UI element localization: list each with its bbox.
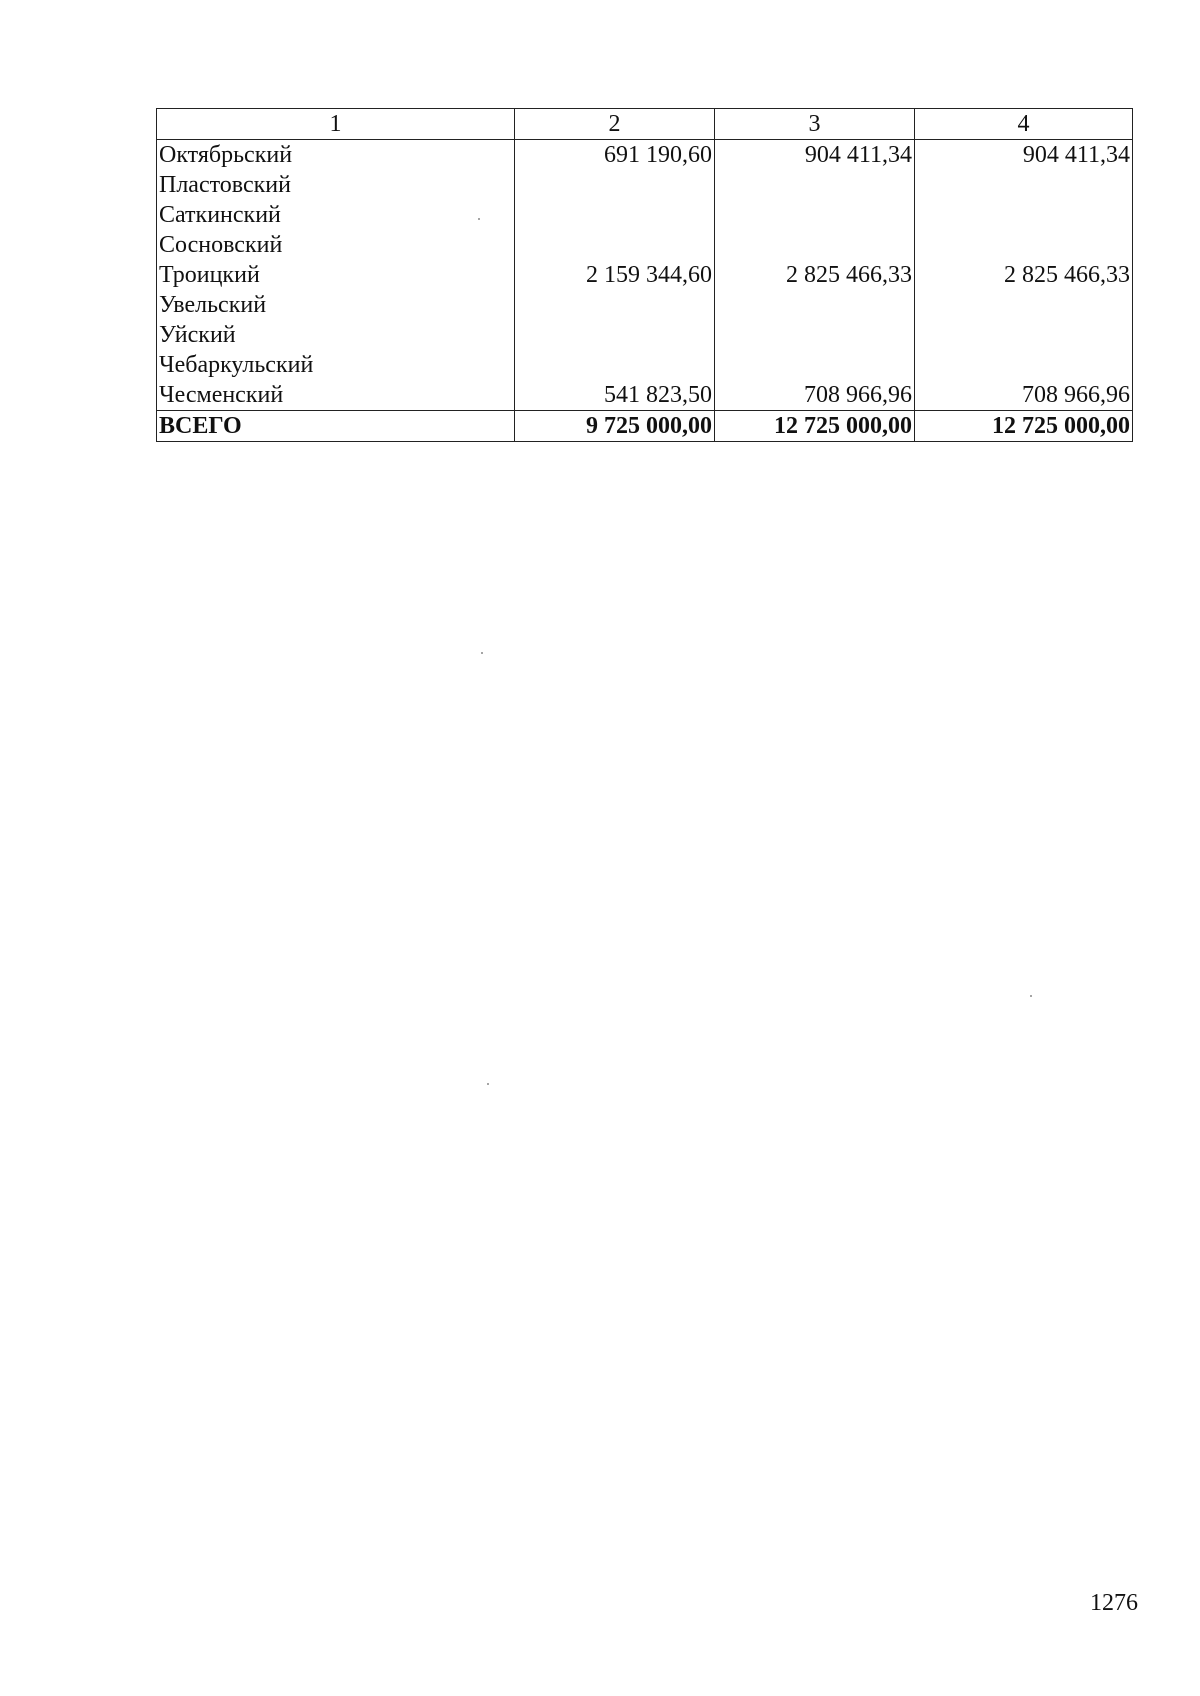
table-row: [157, 290, 1133, 320]
value-col-4: [915, 170, 1133, 200]
value-col-3: [715, 350, 915, 380]
column-header-3: 3: [715, 109, 915, 140]
table-row: [157, 260, 1133, 290]
value-col-2: [515, 290, 715, 320]
value-col-3: [715, 200, 915, 230]
table-row: [157, 170, 1133, 200]
value-col-4: [915, 230, 1133, 260]
page-number: 1276: [1090, 1590, 1138, 1616]
district-name: Пластовский: [157, 170, 515, 200]
value-col-4: 904 411,34: [915, 140, 1133, 171]
value-col-3: 2 825 466,33: [715, 260, 915, 290]
value-col-4: 2 825 466,33: [915, 260, 1133, 290]
district-name: Чебаркульский: [157, 350, 515, 380]
value-col-4: [915, 320, 1133, 350]
value-col-4: 708 966,96: [915, 380, 1133, 411]
district-name: Октябрьский: [157, 140, 515, 171]
value-col-2: [515, 350, 715, 380]
value-col-3: [715, 320, 915, 350]
table-row: [157, 230, 1133, 260]
total-col-2: 9 725 000,00: [515, 411, 715, 442]
column-header-1: 1: [157, 109, 515, 140]
value-col-2: [515, 200, 715, 230]
district-name: Саткинский: [157, 200, 515, 230]
value-col-2: [515, 230, 715, 260]
district-name: Увельский: [157, 290, 515, 320]
table-row: [157, 350, 1133, 380]
district-name: Сосновский: [157, 230, 515, 260]
district-name: Троицкий: [157, 260, 515, 290]
value-col-4: [915, 290, 1133, 320]
scan-speck: [487, 1083, 489, 1085]
table-total-row: [157, 411, 1133, 442]
value-col-3: [715, 170, 915, 200]
table-row: [157, 200, 1133, 230]
total-col-3: 12 725 000,00: [715, 411, 915, 442]
column-header-4: 4: [915, 109, 1133, 140]
value-col-3: 708 966,96: [715, 380, 915, 411]
value-col-4: [915, 350, 1133, 380]
table-row: [157, 380, 1133, 411]
value-col-2: 541 823,50: [515, 380, 715, 411]
value-col-2: 691 190,60: [515, 140, 715, 171]
table-header-row: [157, 109, 1133, 140]
value-col-4: [915, 200, 1133, 230]
total-col-4: 12 725 000,00: [915, 411, 1133, 442]
scan-speck: [478, 218, 480, 220]
value-col-2: [515, 320, 715, 350]
value-col-3: [715, 230, 915, 260]
value-col-2: [515, 170, 715, 200]
table-row: [157, 320, 1133, 350]
scan-speck: [1030, 995, 1032, 997]
scan-speck: [481, 652, 483, 654]
value-col-3: [715, 290, 915, 320]
district-name: Чесменский: [157, 380, 515, 411]
value-col-2: 2 159 344,60: [515, 260, 715, 290]
table-row: [157, 140, 1133, 171]
allocation-table: [156, 108, 1133, 442]
value-col-3: 904 411,34: [715, 140, 915, 171]
district-name: Уйский: [157, 320, 515, 350]
column-header-2: 2: [515, 109, 715, 140]
total-label: ВСЕГО: [157, 411, 515, 442]
